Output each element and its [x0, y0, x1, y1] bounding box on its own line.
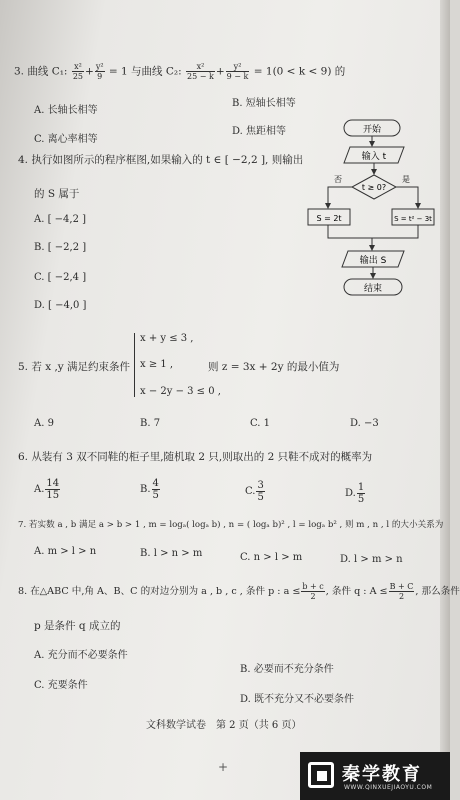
q8-q-den: 2 [398, 592, 405, 601]
q6-d-num: 1 [357, 482, 365, 493]
q7-stem: 7. 若实数 a , b 满足 a > b > 1 , m = logₐ( logₐ b) , n = ( logₐ b)² , l = logₐ b² , 则 m , n , l 的大小关系为 [18, 520, 444, 530]
q3-option-b: B. 短轴长相等 [232, 98, 296, 109]
q3-option-c: C. 离心率相等 [34, 134, 98, 145]
q7-option-b: B. l > n > m [140, 548, 203, 559]
q3-eq1-tail: = 1 与曲线 C₂: [108, 65, 182, 78]
q5-option-b: B. 7 [140, 418, 161, 429]
q6-b-label: B. [140, 484, 151, 495]
flow-yes-label: 是 [402, 175, 410, 184]
q6-option-c [245, 480, 266, 503]
q6-c-label: C. [245, 486, 256, 497]
q6-d-label: D. [345, 488, 356, 499]
q5-constraint-3: x − 2y − 3 ≤ 0 , [140, 386, 221, 397]
q6-stem: 6. 从装有 3 双不同鞋的柜子里,随机取 2 只,则取出的 2 只鞋不成对的概率为 [18, 451, 373, 463]
q8-line1-part-b: , 条件 q : A ≤ [325, 586, 388, 597]
q8-line1 [18, 582, 460, 601]
page-footer: 文科数学试卷 第 2 页（共 6 页） [146, 720, 302, 731]
q8-p-den: 2 [310, 592, 316, 601]
q6-c-den: 5 [257, 492, 264, 503]
flow-input-label: 输入 t [361, 152, 387, 162]
q3-eq2-tail: = 1(0 < k < 9) 的 [253, 65, 346, 78]
q5-constraint-2: x ≥ 1 , [140, 359, 174, 370]
q5-option-d: D. −3 [350, 418, 379, 429]
q3-option-a: A. 长轴长相等 [34, 105, 98, 116]
q8-option-c: C. 充要条件 [34, 680, 88, 691]
flowchart [304, 116, 434, 306]
q3-eq1-num2: y² [95, 62, 104, 71]
q8-q-num: B + C [389, 582, 414, 591]
q7-option-d: D. l > m > n [340, 554, 403, 565]
q5-option-a: A. 9 [34, 418, 54, 429]
q4-option-d: D. [ −4,0 ] [34, 300, 87, 311]
q5-prefix: 5. 若 x ,y 满足约束条件 [18, 361, 131, 373]
flow-start-label: 开始 [362, 125, 382, 135]
q3-eq1-den2: 9 [97, 72, 103, 81]
flow-left-label: S = 2t [316, 214, 342, 223]
q4-option-b: B. [ −2,2 ] [34, 242, 87, 253]
q7-option-a: A. m > l > n [34, 546, 97, 557]
q3-eq2-den2: 9 − k [226, 72, 249, 81]
q8-option-d: D. 既不充分又不必要条件 [240, 694, 355, 705]
logo-name: 秦学教育 [342, 764, 422, 785]
q3-eq1-num1: x² [72, 62, 84, 72]
logo-mark-icon [308, 762, 334, 788]
flow-right-label: S = t² − 3t [394, 215, 432, 223]
q8-p-num: b + c [302, 582, 324, 591]
q5-constraint-1: x + y ≤ 3 , [140, 333, 194, 344]
q7-option-c: C. n > l > m [240, 552, 303, 563]
q8-option-b: B. 必要而不充分条件 [240, 664, 334, 675]
q8-option-a: A. 充分而不必要条件 [34, 650, 128, 661]
q6-a-den: 15 [46, 490, 60, 501]
flow-output-label: 输出 S [359, 256, 387, 266]
q3-eq2-den1: 25 − k [187, 72, 214, 81]
q4-option-c: C. [ −2,4 ] [34, 272, 87, 283]
crop-mark: + [218, 760, 229, 774]
q6-a-num: 14 [46, 478, 60, 489]
page-edge [440, 0, 450, 800]
q8-line1-part-a: 8. 在△ABC 中,角 A、B、C 的对边分别为 a , b , c , 条件 p : a ≤ [18, 586, 301, 597]
q3-eq2-num1: x² [186, 62, 215, 72]
question-3-stem: 3. 曲线 C₁: $\frac{\text{x²}}{25}$ + $\frac{\text{y²}}{9}$ = 1 与曲线 C₂: $\frac{\text{x²}}{25 - k}$ + $\frac{\text{y²}}{9 - k}$ = 1(0 < k < 9) 的 [14, 62, 346, 81]
q6-option-b [140, 478, 161, 501]
flow-end-label: 结束 [363, 284, 383, 294]
logo-url: WWW.QINXUEJIAOYU.COM [344, 784, 433, 791]
q3-eq1-den1: 25 [72, 72, 84, 81]
q6-option-a [34, 478, 61, 501]
q6-b-num: 4 [152, 478, 159, 489]
q5-objective: 则 z = 3x + 2y 的最小值为 [208, 361, 340, 373]
flow-decision-label: t ≥ 0? [361, 183, 387, 192]
q6-option-d [345, 482, 366, 505]
q4-line2: 的 S 属于 [34, 188, 80, 200]
q3-option-d: D. 焦距相等 [232, 126, 287, 137]
q6-a-label: A. [34, 484, 45, 495]
q6-d-den: 5 [357, 494, 365, 505]
q8-line2: p 是条件 q 成立的 [34, 620, 121, 632]
q6-b-den: 5 [152, 490, 159, 501]
q5-option-c: C. 1 [250, 418, 271, 429]
q3-eq2-num2: y² [226, 62, 250, 72]
q3-prefix: 3. 曲线 C₁: [14, 65, 68, 78]
q4-option-a: A. [ −4,2 ] [34, 214, 87, 225]
q8-line1-part-c: , 那么条件 [415, 586, 460, 597]
q4-line1: 4. 执行如图所示的程序框图,如果输入的 t ∈ [ −2,2 ], 则输出 [18, 154, 304, 166]
flow-no-label: 否 [334, 175, 342, 184]
q6-c-num: 3 [257, 480, 264, 491]
brand-logo [300, 752, 450, 800]
